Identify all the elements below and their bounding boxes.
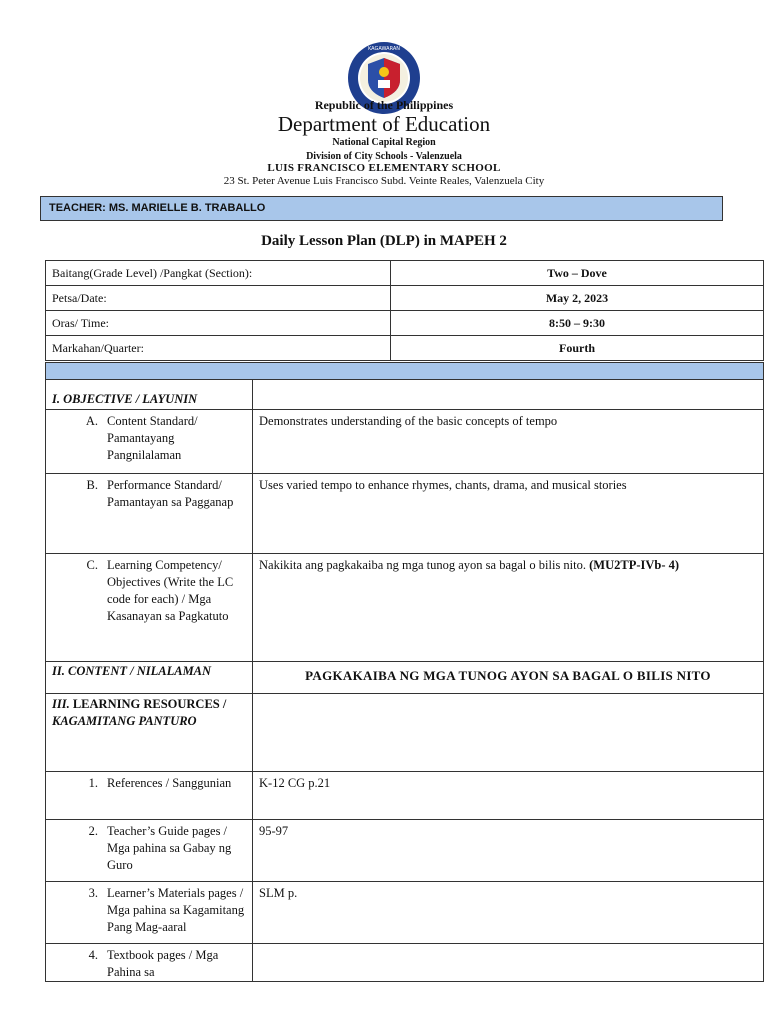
info-row: [46, 311, 764, 336]
info-value: May 2, 2023: [391, 286, 764, 311]
region-heading: National Capital Region: [332, 137, 436, 148]
info-row: [46, 336, 764, 361]
lesson-plan-title: Daily Lesson Plan (DLP) in MAPEH 2: [261, 233, 507, 249]
item-value: Nakikita ang pagkakaiba ng mga tunog ayon sa bagal o bilis nito.: [259, 558, 587, 572]
division-heading: Division of City Schools - Valenzuela: [306, 151, 462, 162]
resource-row: [46, 944, 764, 982]
lesson-plan-table: [45, 362, 764, 982]
item-label: Learning Competency/ Objectives (Write the LC code for each) / Mga Kasanayan sa Pagkatuto: [107, 558, 234, 623]
teacher-bar: TEACHER: MS. MARIELLE B. TRABALLO: [40, 196, 723, 221]
objective-heading: I. OBJECTIVE / LAYUNIN: [46, 380, 253, 410]
section-divider: [46, 363, 764, 380]
item-value: Uses varied tempo to enhance rhymes, chants, drama, and musical stories: [259, 478, 627, 492]
item-number: B.: [86, 478, 98, 492]
item-number: 2.: [88, 824, 98, 838]
item-value: Demonstrates understanding of the basic concepts of tempo: [259, 414, 558, 428]
resources-heading-row: [46, 694, 764, 772]
objective-row: [46, 410, 764, 474]
department-heading: Department of Education: [277, 112, 491, 136]
info-row: [46, 286, 764, 311]
resource-row: [46, 820, 764, 882]
objective-heading-row: [46, 380, 764, 410]
content-value: PAGKAKAIBA NG MGA TUNOG AYON SA BAGAL O BILIS NITO: [253, 662, 764, 694]
resources-heading: III. LEARNING RESOURCES / KAGAMITANG PANTURO: [46, 694, 253, 772]
info-row: [46, 261, 764, 286]
item-label: Teacher’s Guide pages / Mga pahina sa Gabay ng Guro: [107, 824, 232, 872]
item-label: References / Sanggunian: [107, 776, 232, 790]
info-value: 8:50 – 9:30: [391, 311, 764, 336]
info-label: Markahan/Quarter:: [46, 336, 391, 361]
objective-row: [46, 474, 764, 554]
content-row: [46, 662, 764, 694]
item-label: Learner’s Materials pages / Mga pahina sa Kagamitang Pang Mag-aaral: [107, 886, 245, 934]
item-value: 95-97: [259, 824, 289, 838]
info-value: Fourth: [391, 336, 764, 361]
item-number: 4.: [88, 948, 98, 962]
republic-heading: Republic of the Philippines: [314, 98, 454, 112]
item-number: 3.: [88, 886, 98, 900]
item-label: Textbook pages / Mga Pahina sa: [107, 948, 219, 979]
item-value: [253, 944, 763, 947]
info-label: Baitang(Grade Level) /Pangkat (Section):: [46, 261, 391, 286]
info-table: [45, 260, 764, 361]
content-heading: II. CONTENT / NILALAMAN: [46, 662, 253, 694]
info-label: Petsa/Date:: [46, 286, 391, 311]
info-value: Two – Dove: [391, 261, 764, 286]
info-label: Oras/ Time:: [46, 311, 391, 336]
item-value: SLM p.: [259, 886, 298, 900]
item-value: K-12 CG p.21: [259, 776, 331, 790]
resource-row: [46, 772, 764, 820]
school-address: 23 St. Peter Avenue Luis Francisco Subd. Veinte Reales, Valenzuela City: [223, 175, 545, 187]
svg-text:KAGAWARAN: KAGAWARAN: [367, 46, 401, 52]
item-number: 1.: [88, 776, 98, 790]
item-number: A.: [85, 414, 98, 428]
school-name: LUIS FRANCISCO ELEMENTARY SCHOOL: [267, 162, 501, 174]
item-number: C.: [86, 558, 98, 572]
lc-code: (MU2TP-IVb- 4): [589, 558, 680, 572]
item-label: Content Standard/ Pamantayang Pangnilalaman: [107, 414, 198, 462]
resource-row: [46, 882, 764, 944]
item-label: Performance Standard/ Pamantayan sa Pagganap: [107, 478, 234, 509]
objective-row: [46, 554, 764, 662]
